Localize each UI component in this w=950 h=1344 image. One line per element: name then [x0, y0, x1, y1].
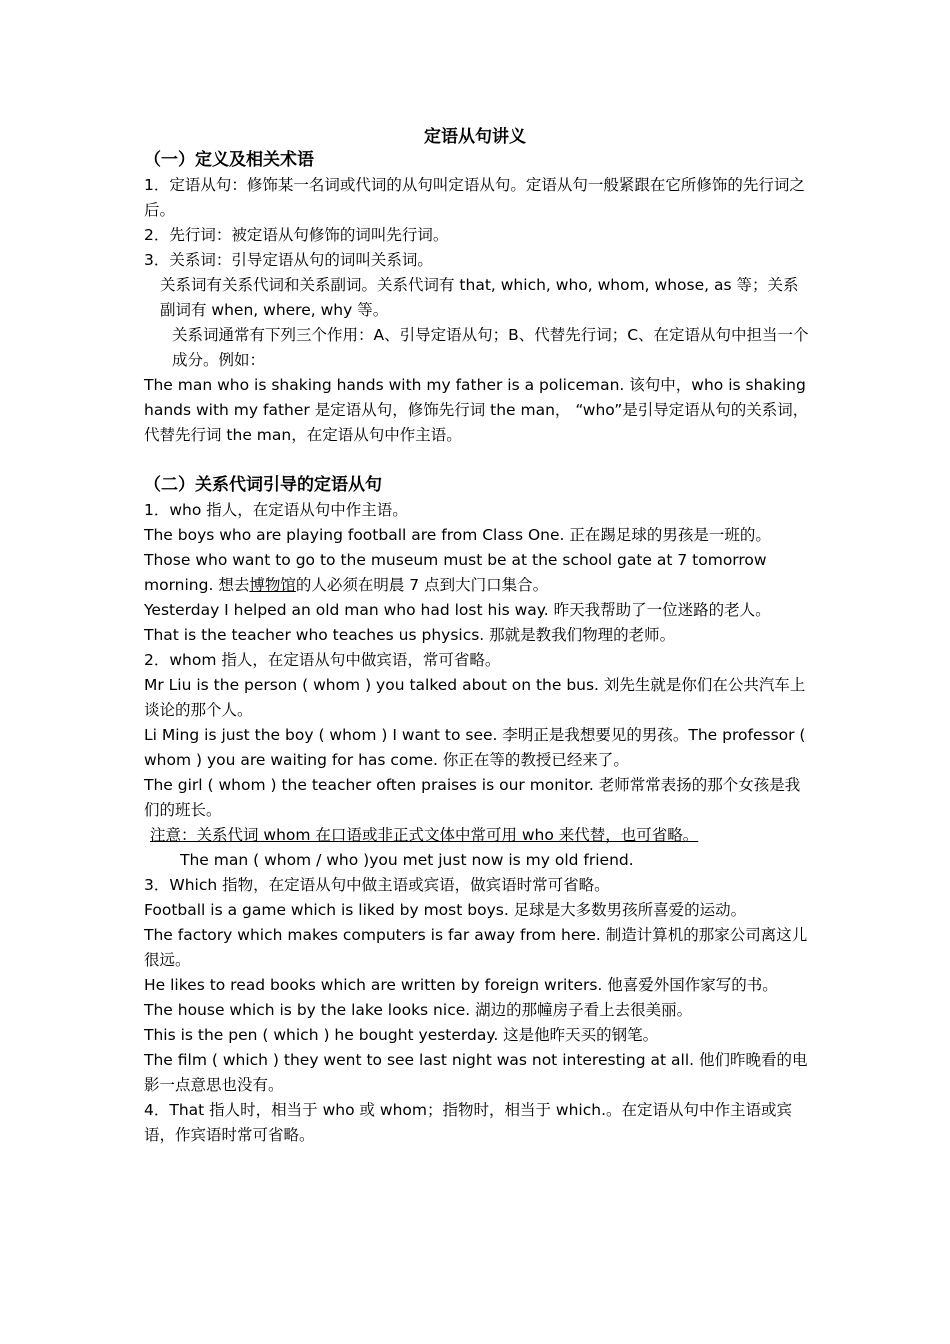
which-example-3: He likes to read books which are written by foreign writers. 他喜爱外国作家写的书。: [144, 976, 778, 994]
example-paragraph: The man who is shaking hands with my father is a policeman. 该句中，who is shaking hands with my father 是定语从句，修饰先行词 the man， “who”是引导定语从句的关系词，代替先行词 the man，在定语从句中作主语。: [144, 376, 809, 444]
which-example-4: The house which is by the lake looks nice. 湖边的那幢房子看上去很美丽。: [144, 1001, 693, 1019]
who-example-2-text-a: Those who want to go to the museum must be at the school gate at 7 tomorrow morning. 想去: [144, 551, 767, 594]
whom-example-4: The man ( whom / who )you met just now is my old friend.: [180, 851, 634, 869]
who-example-2: [144, 548, 812, 598]
which-example-6: The film ( which ) they went to see last night was not interesting at all. 他们昨晚看的电影一点意思也没有。: [144, 1051, 808, 1094]
who-example-1: The boys who are playing football are from Class One. 正在踢足球的男孩是一班的。: [144, 526, 771, 544]
whom-example-2: Li Ming is just the boy ( whom ) I want to see. 李明正是我想要见的男孩。The professor ( whom ) you are waiting for has come. 你正在等的教授已经来了。: [144, 726, 806, 769]
section-spacer: [144, 448, 812, 473]
relative-word-functions-paragraph: 关系词通常有下列三个作用：A、引导定语从句；B、代替先行词；C、在定语从句中担当一个成分。例如：: [172, 326, 809, 369]
whom-note: 注意：关系代词 whom 在口语或非正式文体中常可用 who 来代替，也可省略。: [150, 826, 699, 844]
which-heading: 3．Which 指物，在定语从句中做主语或宾语，做宾语时常可省略。: [144, 876, 610, 894]
who-example-3: Yesterday I helped an old man who had lost his way. 昨天我帮助了一位迷路的老人。: [144, 601, 771, 619]
who-example-4: That is the teacher who teaches us physics. 那就是教我们物理的老师。: [144, 626, 676, 644]
which-example-2: The factory which makes computers is far away from here. 制造计算机的那家公司离这儿很远。: [144, 926, 808, 969]
which-example-1: Football is a game which is liked by most boys. 足球是大多数男孩所喜爱的运动。: [144, 901, 747, 919]
which-example-5: This is the pen ( which ) he bought yesterday. 这是他昨天买的钢笔。: [144, 1026, 659, 1044]
whom-heading: 2．whom 指人，在定语从句中做宾语，常可省略。: [144, 651, 501, 669]
who-heading: 1．who 指人，在定语从句中作主语。: [144, 501, 408, 519]
definition-paragraph: 1．定语从句：修饰某一名词或代词的从句叫定语从句。定语从句一般紧跟在它所修饰的先行词之后。: [144, 176, 805, 219]
document-title: 定语从句讲义: [424, 127, 526, 147]
relative-word-types-paragraph: 关系词有关系代词和关系副词。关系代词有 that, which, who, whom, whose, as 等；关系副词有 when, where, why 等。: [160, 276, 799, 319]
that-heading: 4．That 指人时，相当于 who 或 whom；指物时，相当于 which.。在定语从句中作主语或宾语，作宾语时常可省略。: [144, 1101, 793, 1144]
whom-example-1: Mr Liu is the person ( whom ) you talked about on the bus. 刘先生就是你们在公共汽车上谈论的那个人。: [144, 676, 806, 719]
museum-underlined-word: 博物馆: [249, 576, 296, 594]
antecedent-paragraph: 2．先行词：被定语从句修饰的词叫先行词。: [144, 226, 449, 244]
section-1-heading: （一）定义及相关术语: [144, 150, 314, 170]
whom-example-3: The girl ( whom ) the teacher often praises is our monitor. 老师常常表扬的那个女孩是我们的班长。: [144, 776, 801, 819]
section-2-heading: （二）关系代词引导的定语从句: [144, 475, 382, 495]
document-body: [144, 148, 812, 1148]
who-example-2-text-b: 的人必须在明晨 7 点到大门口集合。: [295, 576, 549, 594]
relative-word-paragraph: 3．关系词：引导定语从句的词叫关系词。: [144, 251, 433, 269]
